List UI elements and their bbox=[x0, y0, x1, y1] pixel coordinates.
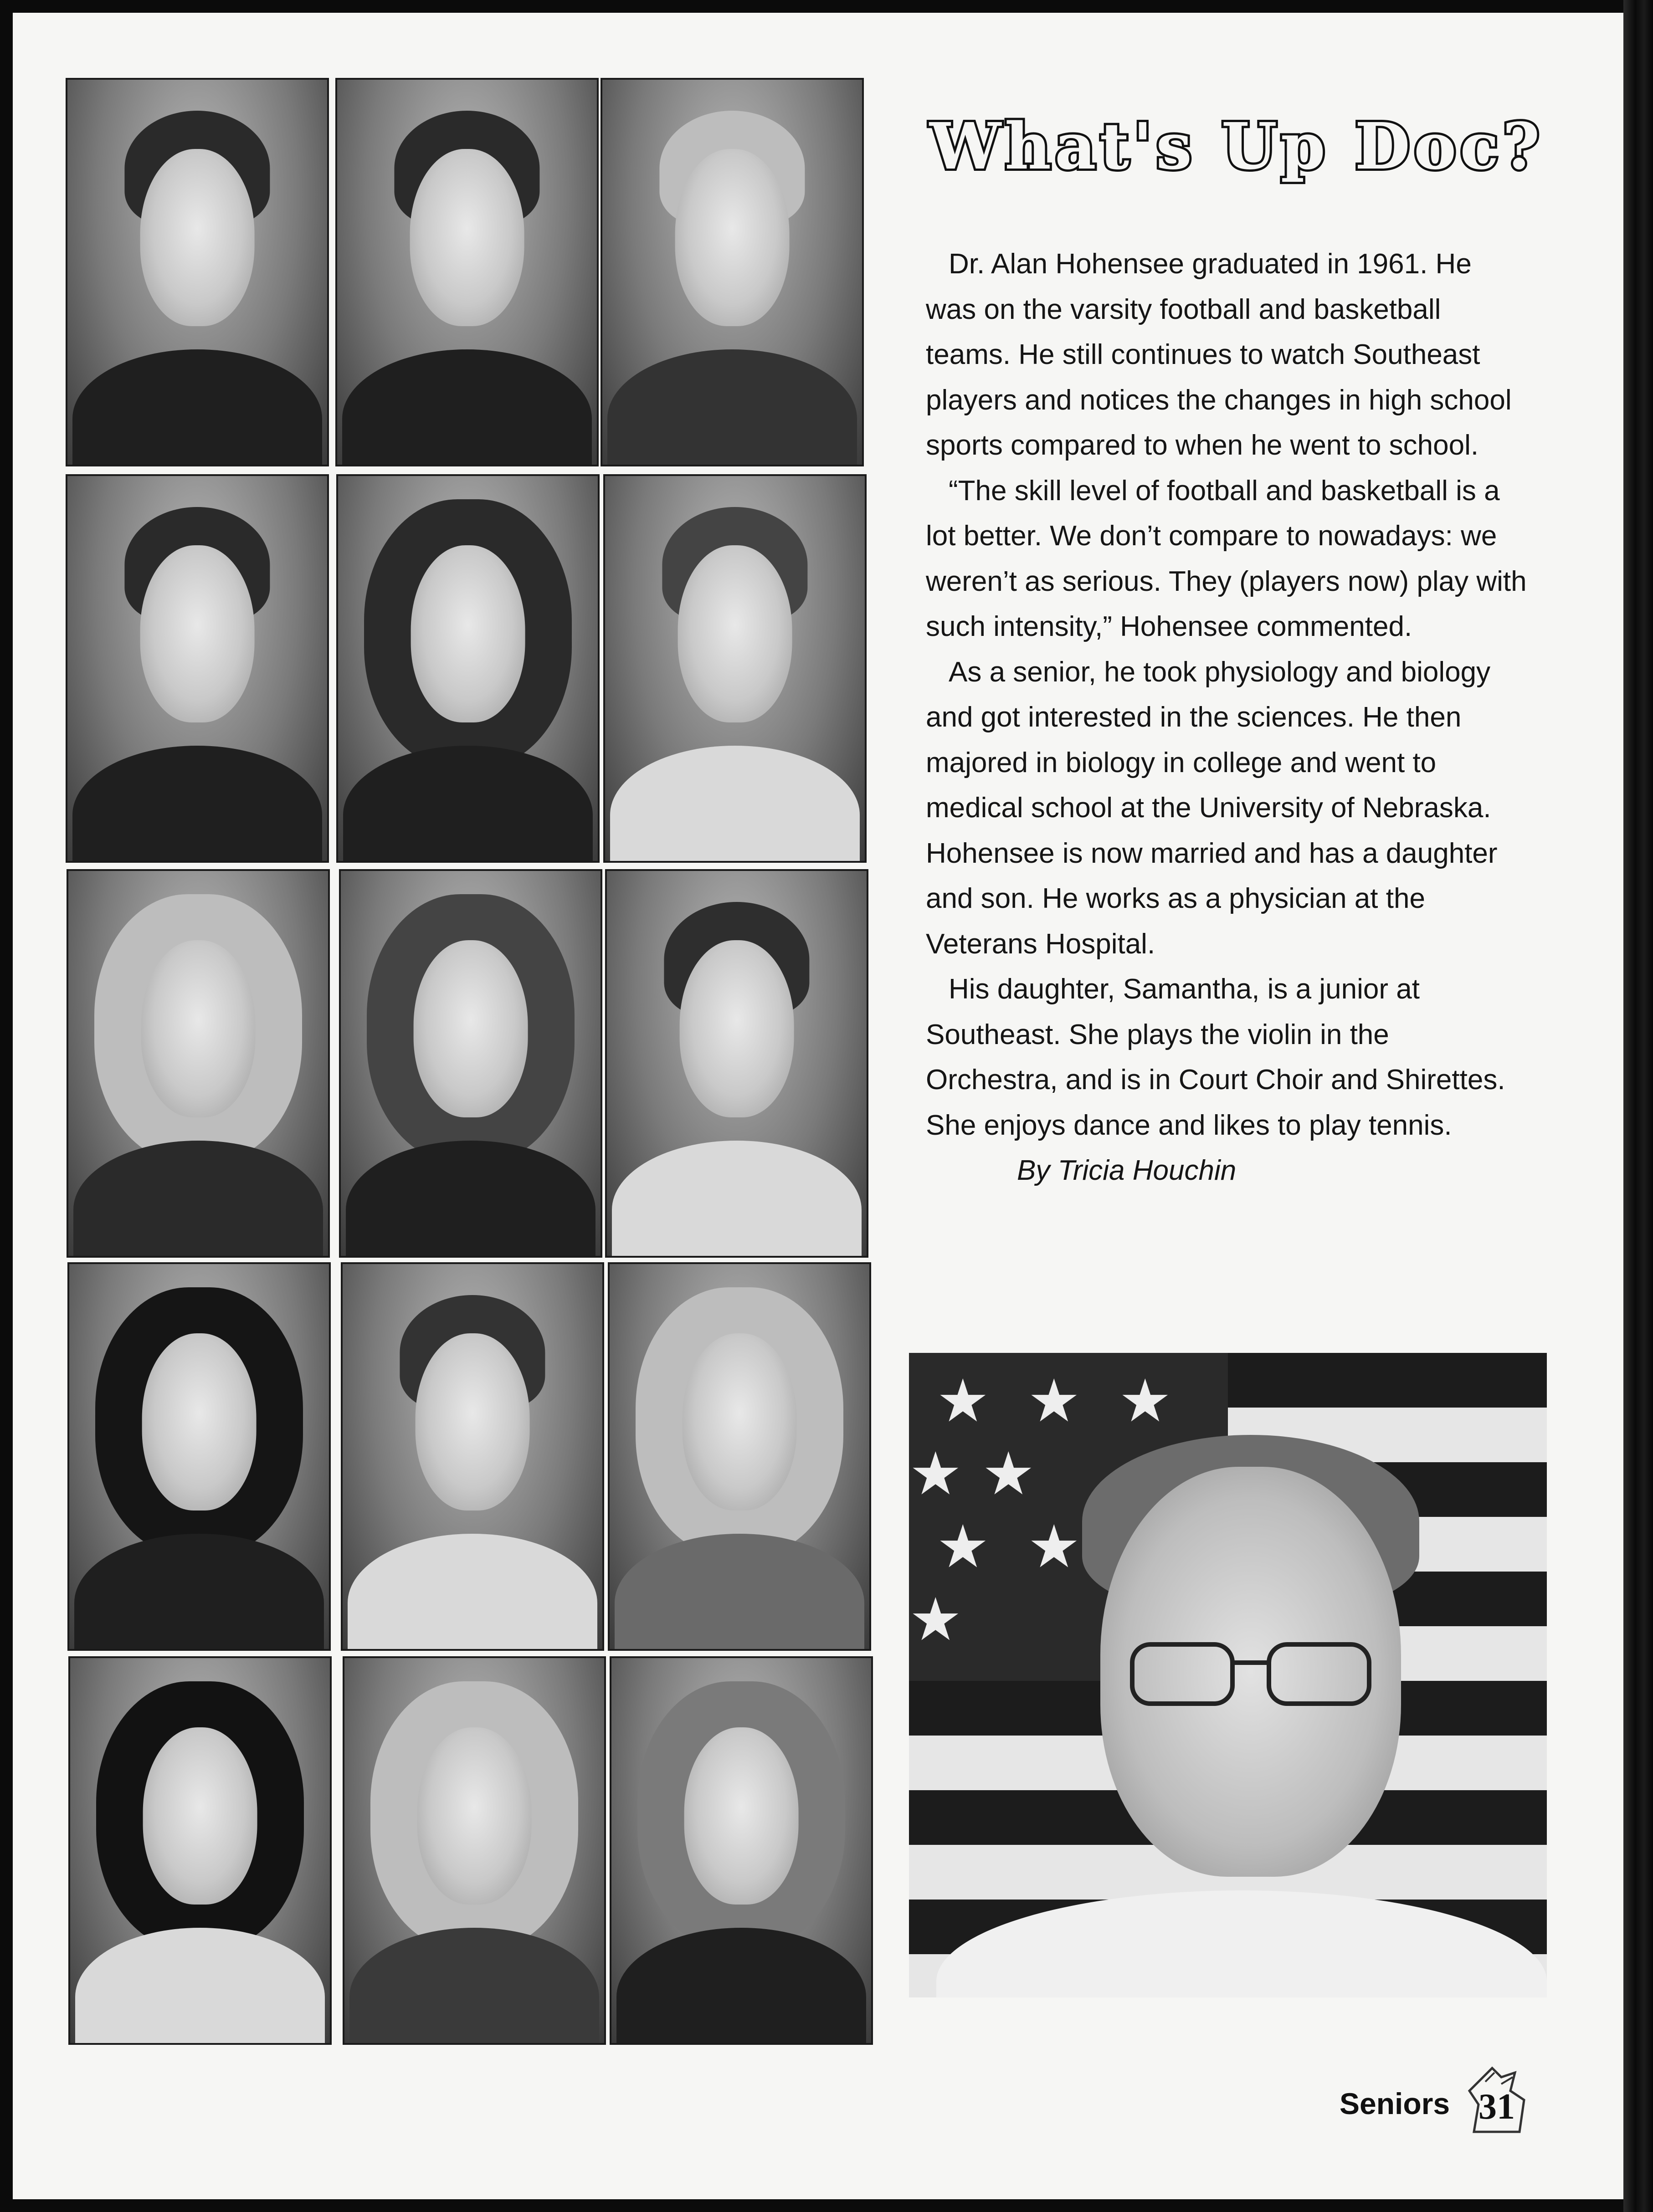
article-byline: By Tricia Houchin bbox=[1017, 1155, 1237, 1186]
section-label: Seniors bbox=[1340, 2087, 1450, 2120]
binding-edge bbox=[1623, 0, 1653, 2212]
senior-portrait bbox=[344, 1658, 604, 2043]
senior-portrait bbox=[70, 1658, 330, 2043]
senior-portrait bbox=[69, 1264, 329, 1649]
article-body bbox=[926, 241, 1527, 1193]
article-paragraph: As a senior, he took physiology and biology and got interested in the sciences. He then majored in biology in college and went to medical school at the University of Nebraska. Hohensee is now married and has a daughter and son. He works as a physician at the Veterans Hospital. bbox=[926, 656, 1498, 960]
senior-portrait bbox=[67, 476, 327, 861]
article-paragraph: Dr. Alan Hohensee graduated in 1961. He was on the varsity football and basketball teams. He still continues to watch Southeast players and notices the changes in high school sports compared to when he went to school. bbox=[926, 248, 1512, 461]
article-title: What's Up Doc? bbox=[929, 109, 1544, 184]
senior-portrait bbox=[610, 1264, 869, 1649]
senior-portrait bbox=[338, 476, 598, 861]
senior-portrait bbox=[337, 80, 597, 465]
senior-portrait bbox=[68, 871, 328, 1256]
senior-portrait bbox=[67, 80, 327, 465]
senior-portrait bbox=[605, 476, 865, 861]
flag-canton: ★ ★ ★ ★ ★ ★ ★ ★ bbox=[909, 1353, 1228, 1681]
senior-portrait bbox=[341, 871, 601, 1256]
article-paragraph: His daughter, Samantha, is a junior at Southeast. She plays the violin in the Orchestra, and is in Court Choir and Shirettes. She enjoys dance and likes to play tennis. bbox=[926, 973, 1505, 1141]
senior-portrait bbox=[343, 1264, 602, 1649]
article-paragraph: “The skill level of football and basketball is a lot better. We don’t compare to nowadays: we weren’t as serious. They (players now) play with such intensity,” Hohensee commented. bbox=[926, 475, 1527, 642]
senior-portrait bbox=[611, 1658, 871, 2043]
glasses-icon bbox=[1128, 1635, 1374, 1708]
page-number: 31 bbox=[1478, 2087, 1515, 2127]
senior-portrait bbox=[607, 871, 867, 1256]
senior-portrait bbox=[602, 80, 862, 465]
doctor-portrait-photo bbox=[909, 1353, 1547, 1997]
